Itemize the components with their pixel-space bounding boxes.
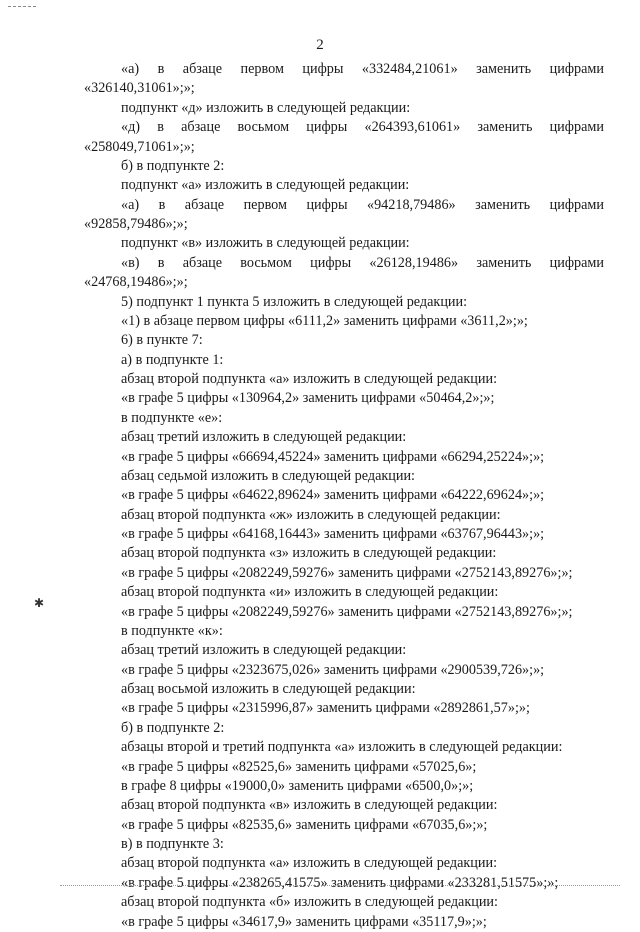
text-line: [0, 118, 640, 137]
text-line: «в графе 5 цифры «2082249,59276» заменить цифрами «2752143,89276»;»;: [121, 564, 573, 581]
text-line: [0, 254, 640, 273]
text-line: «1) в абзаце первом цифры «6111,2» заменить цифрами «3611,2»;»;: [121, 312, 528, 329]
word: заменить: [475, 196, 531, 213]
text-line: в) в подпункте 3:: [121, 836, 224, 852]
text-line: абзац третий изложить в следующей редакции:: [121, 429, 407, 446]
text-line: абзац второй подпункта «а» изложить в следующей редакции:: [121, 855, 498, 872]
text-line: «в графе 5 цифры «66694,45224» заменить цифрами «66294,25224»;»;: [121, 448, 545, 465]
text-line: «в графе 5 цифры «82525,6» заменить цифрами «57025,6»;: [121, 758, 477, 775]
text-line: «в графе 5 цифры «82535,6» заменить цифрами «67035,6»;»;: [121, 816, 488, 833]
text-line: абзац третий изложить в следующей редакции:: [121, 642, 407, 659]
text-line: 6) в пункте 7:: [121, 332, 203, 349]
text-line: «в графе 5 цифры «64622,89624» заменить цифрами «64222,69624»;»;: [121, 487, 545, 504]
word: «26128,19486»: [369, 254, 459, 271]
word: «в): [121, 254, 140, 271]
word: первом: [240, 61, 284, 77]
text-line: абзац второй подпункта «и» изложить в следующей редакции:: [121, 584, 499, 601]
word: абзаце: [184, 196, 225, 213]
word: заменить: [477, 119, 533, 136]
word: «а): [121, 196, 140, 213]
word: цифры: [302, 61, 344, 77]
word: абзаце: [181, 119, 221, 136]
text-line: в подпункте «е»:: [121, 409, 223, 426]
text-line: «92858,79486»;»;: [84, 216, 188, 232]
word: «94218,79486»: [366, 196, 456, 213]
word: в: [158, 196, 166, 213]
margin-mark: ✱: [34, 596, 45, 610]
text-line: «в графе 5 цифры «2082249,59276» заменить цифрами «2752143,89276»;»;: [121, 603, 573, 620]
text-line: а) в подпункте 1:: [121, 351, 224, 368]
text-line: абзац восьмой изложить в следующей редакции:: [121, 681, 416, 697]
word: восьмом: [237, 119, 290, 136]
text-line: «в графе 5 цифры «238265,41575» заменить цифрами «233281,51575»;»;: [121, 874, 559, 891]
word: цифры: [306, 119, 348, 136]
text-line: абзац второй подпункта «а» изложить в следующей редакции:: [121, 371, 498, 387]
text-line: б) в подпункте 2:: [121, 157, 225, 174]
word: «а): [121, 61, 140, 77]
word: в: [157, 254, 165, 271]
word: первом: [243, 196, 287, 213]
text-line: «24768,19486»;»;: [84, 274, 188, 291]
word: цифрами: [549, 196, 604, 213]
text-line: «258049,71061»;»;: [84, 138, 195, 155]
document-body: [0, 60, 640, 932]
text-line: в подпункте «к»:: [121, 622, 223, 639]
word: цифрами: [549, 254, 604, 271]
text-line: б) в подпункте 2:: [121, 719, 225, 736]
text-line: абзац второй подпункта «ж» изложить в следующей редакции:: [121, 506, 501, 523]
text-line: в графе 8 цифры «19000,0» заменить цифрами «6500,0»;»;: [121, 777, 474, 794]
word: восьмом: [240, 254, 292, 271]
text-line: «в графе 5 цифры «2323675,026» заменить цифрами «2900539,726»;»;: [121, 661, 545, 678]
word: «264393,61061»: [364, 119, 461, 136]
text-line: «в графе 5 цифры «34617,9» заменить цифрами «35117,9»;»;: [121, 913, 487, 930]
text-line: «в графе 5 цифры «64168,16443» заменить цифрами «63767,96443»;»;: [121, 526, 545, 542]
text-line: подпункт «д» изложить в следующей редакции:: [121, 99, 411, 116]
page-number: 2: [316, 37, 324, 53]
word: заменить: [476, 254, 532, 271]
scan-artifact-bottom: [60, 885, 620, 886]
word: цифры: [310, 254, 352, 271]
word: абзаце: [182, 254, 223, 271]
word: «д): [121, 119, 141, 136]
text-line: «в графе 5 цифры «130964,2» заменить цифрами «50464,2»;»;: [121, 390, 495, 407]
text-line: абзац седьмой изложить в следующей редакции:: [121, 467, 416, 484]
text-line: [0, 196, 640, 215]
text-line: абзацы второй и третий подпункта «а» изложить в следующей редакции:: [121, 739, 563, 756]
text-line: абзац второй подпункта «в» изложить в следующей редакции:: [121, 797, 498, 814]
word: «332484,21061»: [361, 61, 458, 77]
text-line: «в графе 5 цифры «2315996,87» заменить цифрами «2892861,57»;»;: [121, 700, 530, 717]
text-line: абзац второй подпункта «з» изложить в следующей редакции:: [121, 545, 497, 562]
text-line: «326140,31061»;»;: [84, 80, 195, 97]
word: заменить: [476, 61, 532, 77]
word: цифрами: [549, 61, 604, 77]
text-line: абзац второй подпункта «б» изложить в следующей редакции:: [121, 894, 498, 911]
text-line: 5) подпункт 1 пункта 5 изложить в следующей редакции:: [121, 293, 468, 310]
text-line: подпункт «а» изложить в следующей редакции:: [121, 177, 410, 194]
text-line: [0, 60, 640, 79]
word: абзаце: [182, 61, 223, 77]
word: цифрами: [549, 119, 604, 136]
word: цифры: [306, 196, 348, 213]
text-line: подпункт «в» изложить в следующей редакции:: [121, 235, 410, 252]
scan-artifact: [8, 6, 36, 7]
word: в: [157, 61, 165, 77]
word: в: [157, 119, 164, 136]
